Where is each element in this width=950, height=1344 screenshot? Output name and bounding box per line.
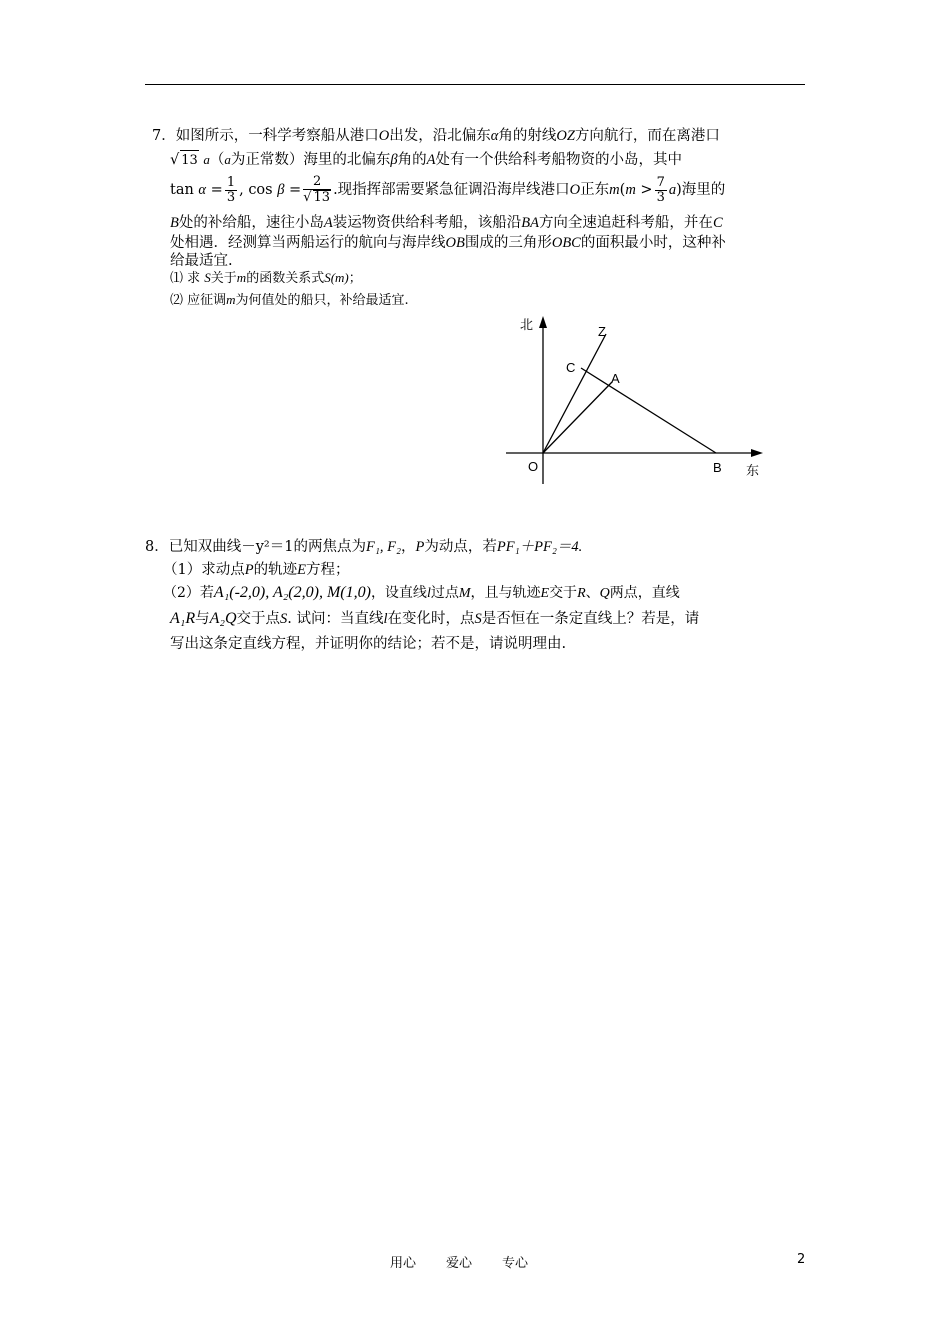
segment-cb	[581, 368, 716, 453]
north-label: 北	[520, 318, 534, 333]
footer-motto-1: 用心	[390, 1256, 417, 1271]
point-o-label: O	[528, 459, 539, 474]
segment-oa	[543, 382, 612, 453]
frac-two-over-sqrt13: $\frac{2}{√ 13}$	[303, 174, 331, 205]
q8-subquestion-2-line-1: （2）若A₁(-2,0), A₂(2,0), M(1,0)，设直线l过点M，且与轨迹E交于R、Q两点，直线	[163, 584, 680, 601]
north-arrowhead	[539, 316, 547, 328]
q7-line-4: B处的补给船，速往小岛A装运物资供给科考船，该船沿BA方向全速追赶科考船，并在C	[170, 215, 723, 231]
q7-line-3: tan α = $\frac{1}{3}$ , cos β = $\frac{2}{√ 13}$ .现指挥部需要紧急征调沿海岸线港口O正东m(m > $\frac{7}{3}$ a)海里的	[170, 174, 726, 205]
q7-line-1: 7．如图所示，一科学考察船从港口O出发，沿北偏东α角的射线OZ方向航行，而在离港口	[152, 128, 720, 144]
geometry-diagram	[500, 312, 780, 492]
frac-seven-thirds: $\frac{7}{3}$	[656, 174, 665, 205]
footer-motto-3: 专心	[502, 1256, 529, 1271]
q7-line-2: √ 13 a（a为正常数）海里的北偏东β角的A处有一个供给科考船物资的小岛，其中	[170, 150, 682, 171]
header-rule	[145, 84, 805, 85]
page-number: 2	[797, 1252, 806, 1267]
ray-oz	[543, 334, 606, 453]
q7-number: 7．	[152, 128, 176, 144]
point-z-label: Z	[598, 324, 606, 339]
q8-subquestion-1: （1）求动点P的轨迹E方程；	[163, 562, 350, 578]
q7-line-5: 处相遇．经测算当两船运行的航向与海岸线OB围成的三角形OBC的面积最小时，这种补	[170, 235, 726, 251]
q8-number: 8．	[145, 539, 169, 555]
q7-subquestion-1: ⑴ 求 S关于m的函数关系式S(m)；	[170, 270, 362, 286]
point-a-label: A	[611, 371, 620, 386]
footer-motto-2: 爱心	[446, 1256, 473, 1271]
east-label: 东	[746, 464, 760, 479]
q7-subquestion-2: ⑵ 应征调m为何值处的船只，补给最适宜.	[170, 292, 409, 308]
q7-line-6: 给最适宜.	[170, 253, 233, 269]
q8-subquestion-2-line-3: 写出这条定直线方程，并证明你的结论；若不是，请说明理由.	[170, 636, 567, 652]
point-c-label: C	[566, 360, 576, 375]
frac-one-third: $\frac{1}{3}$	[226, 174, 236, 205]
q8-line-1: 8．已知双曲线－y²＝1的两焦点为F₁, F₂，P为动点，若PF₁＋PF₂＝4.	[145, 539, 583, 555]
q8-subquestion-2-line-2: A₁R与A₂Q交于点S. 试问：当直线l在变化时，点S是否恒在一条定直线上？若是，请	[170, 610, 700, 627]
east-arrowhead	[751, 449, 763, 457]
point-b-label: B	[713, 460, 722, 475]
